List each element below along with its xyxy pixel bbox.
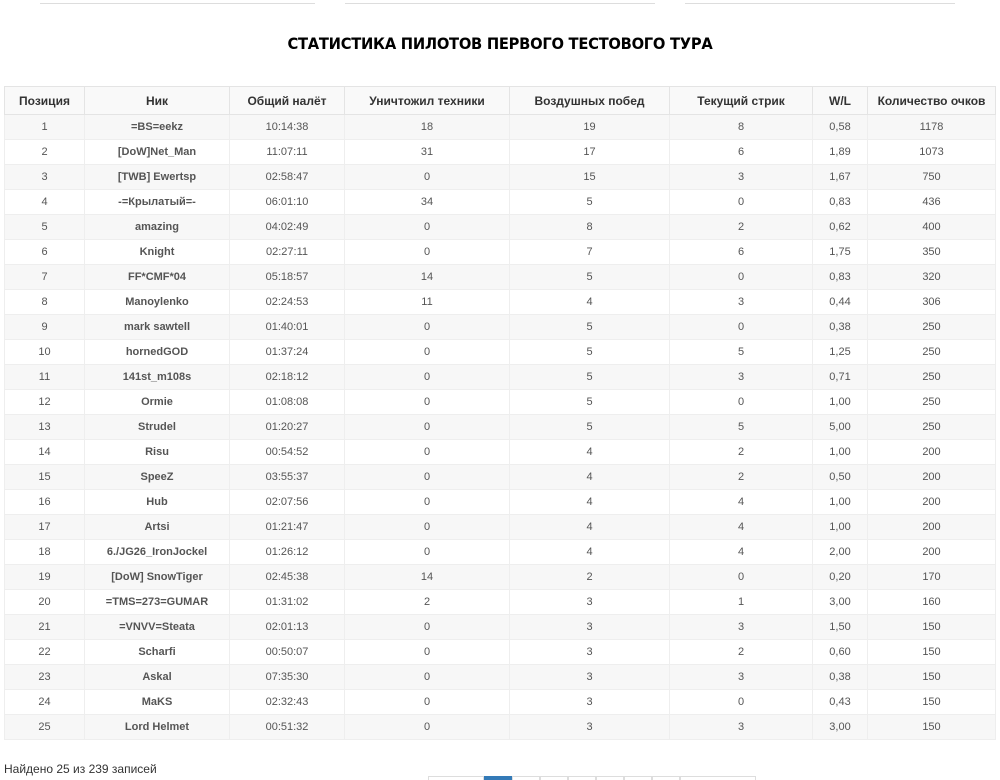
cell-win-loss: 3,00 bbox=[813, 590, 868, 615]
cell-points: 200 bbox=[868, 515, 996, 540]
cell-win-loss: 0,83 bbox=[813, 265, 868, 290]
table-row bbox=[5, 190, 996, 215]
cell-destroyed-vehicles: 0 bbox=[345, 515, 510, 540]
cell-current-streak: 6 bbox=[670, 240, 813, 265]
cell-destroyed-vehicles: 18 bbox=[345, 115, 510, 140]
cell-current-streak: 3 bbox=[670, 715, 813, 740]
cell-flight-time: 01:20:27 bbox=[230, 415, 345, 440]
cell-position: 25 bbox=[5, 715, 85, 740]
cell-nick[interactable]: Ormie bbox=[85, 390, 230, 415]
header-current-streak[interactable]: Текущий стрик bbox=[670, 87, 813, 115]
table-row bbox=[5, 215, 996, 240]
table-row bbox=[5, 290, 996, 315]
cell-win-loss: 1,00 bbox=[813, 515, 868, 540]
cell-destroyed-vehicles: 0 bbox=[345, 340, 510, 365]
pagination bbox=[428, 776, 758, 780]
cell-flight-time: 11:07:11 bbox=[230, 140, 345, 165]
cell-flight-time: 10:14:38 bbox=[230, 115, 345, 140]
cell-points: 170 bbox=[868, 565, 996, 590]
cell-destroyed-vehicles: 34 bbox=[345, 190, 510, 215]
cell-nick[interactable]: Manoylenko bbox=[85, 290, 230, 315]
cell-nick[interactable]: Scharfi bbox=[85, 640, 230, 665]
cell-points: 150 bbox=[868, 665, 996, 690]
cell-flight-time: 02:07:56 bbox=[230, 490, 345, 515]
cell-position: 15 bbox=[5, 465, 85, 490]
cell-destroyed-vehicles: 0 bbox=[345, 490, 510, 515]
cell-flight-time: 02:18:12 bbox=[230, 365, 345, 390]
cell-win-loss: 2,00 bbox=[813, 540, 868, 565]
cell-nick[interactable]: 6./JG26_IronJockel bbox=[85, 540, 230, 565]
cell-points: 160 bbox=[868, 590, 996, 615]
cell-flight-time: 07:35:30 bbox=[230, 665, 345, 690]
top-tab[interactable] bbox=[40, 0, 315, 4]
cell-position: 20 bbox=[5, 590, 85, 615]
cell-win-loss: 1,00 bbox=[813, 440, 868, 465]
cell-destroyed-vehicles: 0 bbox=[345, 615, 510, 640]
table-row bbox=[5, 540, 996, 565]
cell-air-victories: 5 bbox=[510, 390, 670, 415]
cell-position: 2 bbox=[5, 140, 85, 165]
cell-nick[interactable]: Lord Helmet bbox=[85, 715, 230, 740]
cell-flight-time: 01:26:12 bbox=[230, 540, 345, 565]
cell-position: 5 bbox=[5, 215, 85, 240]
header-position[interactable]: Позиция bbox=[5, 87, 85, 115]
pagination-page-button[interactable] bbox=[596, 776, 624, 780]
cell-position: 19 bbox=[5, 565, 85, 590]
pagination-next-button[interactable] bbox=[680, 776, 756, 780]
cell-win-loss: 1,00 bbox=[813, 490, 868, 515]
cell-current-streak: 6 bbox=[670, 140, 813, 165]
cell-nick[interactable]: 141st_m108s bbox=[85, 365, 230, 390]
cell-flight-time: 00:51:32 bbox=[230, 715, 345, 740]
cell-points: 150 bbox=[868, 615, 996, 640]
cell-air-victories: 2 bbox=[510, 565, 670, 590]
table-row bbox=[5, 440, 996, 465]
cell-current-streak: 3 bbox=[670, 665, 813, 690]
cell-destroyed-vehicles: 0 bbox=[345, 415, 510, 440]
table-row bbox=[5, 715, 996, 740]
header-air-victories[interactable]: Воздушных побед bbox=[510, 87, 670, 115]
cell-current-streak: 2 bbox=[670, 465, 813, 490]
cell-nick[interactable]: [DoW] SnowTiger bbox=[85, 565, 230, 590]
cell-win-loss: 0,20 bbox=[813, 565, 868, 590]
cell-air-victories: 3 bbox=[510, 690, 670, 715]
cell-air-victories: 4 bbox=[510, 440, 670, 465]
cell-position: 22 bbox=[5, 640, 85, 665]
cell-position: 10 bbox=[5, 340, 85, 365]
cell-win-loss: 3,00 bbox=[813, 715, 868, 740]
cell-current-streak: 0 bbox=[670, 565, 813, 590]
cell-current-streak: 4 bbox=[670, 540, 813, 565]
cell-nick[interactable]: -=Крылатый=- bbox=[85, 190, 230, 215]
cell-destroyed-vehicles: 0 bbox=[345, 215, 510, 240]
cell-destroyed-vehicles: 0 bbox=[345, 315, 510, 340]
pagination-page-button[interactable] bbox=[568, 776, 596, 780]
cell-points: 436 bbox=[868, 190, 996, 215]
cell-flight-time: 02:01:13 bbox=[230, 615, 345, 640]
cell-destroyed-vehicles: 0 bbox=[345, 665, 510, 690]
cell-flight-time: 04:02:49 bbox=[230, 215, 345, 240]
table-row bbox=[5, 490, 996, 515]
cell-win-loss: 1,50 bbox=[813, 615, 868, 640]
cell-flight-time: 01:21:47 bbox=[230, 515, 345, 540]
table-row bbox=[5, 565, 996, 590]
cell-win-loss: 0,62 bbox=[813, 215, 868, 240]
table-row bbox=[5, 515, 996, 540]
table-row bbox=[5, 115, 996, 140]
cell-win-loss: 1,00 bbox=[813, 390, 868, 415]
header-win-loss[interactable]: W/L bbox=[813, 87, 868, 115]
table-body bbox=[5, 115, 996, 740]
cell-air-victories: 5 bbox=[510, 415, 670, 440]
cell-position: 7 bbox=[5, 265, 85, 290]
cell-position: 9 bbox=[5, 315, 85, 340]
cell-destroyed-vehicles: 0 bbox=[345, 390, 510, 415]
cell-current-streak: 0 bbox=[670, 390, 813, 415]
cell-flight-time: 02:58:47 bbox=[230, 165, 345, 190]
cell-points: 1073 bbox=[868, 140, 996, 165]
table-row bbox=[5, 165, 996, 190]
cell-points: 1178 bbox=[868, 115, 996, 140]
table-row bbox=[5, 240, 996, 265]
cell-position: 24 bbox=[5, 690, 85, 715]
pagination-page-button[interactable] bbox=[540, 776, 568, 780]
cell-destroyed-vehicles: 0 bbox=[345, 465, 510, 490]
table-row bbox=[5, 265, 996, 290]
cell-air-victories: 3 bbox=[510, 665, 670, 690]
cell-position: 17 bbox=[5, 515, 85, 540]
cell-air-victories: 3 bbox=[510, 590, 670, 615]
cell-points: 200 bbox=[868, 440, 996, 465]
cell-flight-time: 02:45:38 bbox=[230, 565, 345, 590]
cell-win-loss: 0,44 bbox=[813, 290, 868, 315]
cell-win-loss: 0,58 bbox=[813, 115, 868, 140]
cell-nick[interactable]: [DoW]Net_Man bbox=[85, 140, 230, 165]
cell-nick[interactable]: MaKS bbox=[85, 690, 230, 715]
cell-nick[interactable]: SpeeZ bbox=[85, 465, 230, 490]
cell-position: 21 bbox=[5, 615, 85, 640]
cell-destroyed-vehicles: 11 bbox=[345, 290, 510, 315]
cell-points: 150 bbox=[868, 640, 996, 665]
cell-flight-time: 02:24:53 bbox=[230, 290, 345, 315]
cell-destroyed-vehicles: 0 bbox=[345, 640, 510, 665]
cell-flight-time: 03:55:37 bbox=[230, 465, 345, 490]
cell-air-victories: 3 bbox=[510, 715, 670, 740]
cell-points: 320 bbox=[868, 265, 996, 290]
cell-points: 250 bbox=[868, 415, 996, 440]
cell-nick[interactable]: =VNVV=Steata bbox=[85, 615, 230, 640]
header-nick[interactable]: Ник bbox=[85, 87, 230, 115]
cell-position: 13 bbox=[5, 415, 85, 440]
cell-nick[interactable]: amazing bbox=[85, 215, 230, 240]
cell-nick[interactable]: Risu bbox=[85, 440, 230, 465]
pagination-page-button[interactable] bbox=[624, 776, 652, 780]
cell-nick[interactable]: Knight bbox=[85, 240, 230, 265]
cell-nick[interactable]: [TWB] Ewertsp bbox=[85, 165, 230, 190]
table-row bbox=[5, 140, 996, 165]
cell-points: 306 bbox=[868, 290, 996, 315]
pagination-page-button[interactable] bbox=[512, 776, 540, 780]
cell-air-victories: 4 bbox=[510, 490, 670, 515]
cell-flight-time: 06:01:10 bbox=[230, 190, 345, 215]
cell-position: 16 bbox=[5, 490, 85, 515]
cell-nick[interactable]: Askal bbox=[85, 665, 230, 690]
top-tabs bbox=[0, 0, 1000, 4]
header-row bbox=[5, 87, 996, 115]
cell-nick[interactable]: FF*CMF*04 bbox=[85, 265, 230, 290]
cell-current-streak: 5 bbox=[670, 415, 813, 440]
cell-air-victories: 8 bbox=[510, 215, 670, 240]
cell-destroyed-vehicles: 0 bbox=[345, 690, 510, 715]
cell-air-victories: 5 bbox=[510, 265, 670, 290]
pagination-prev-button[interactable] bbox=[428, 776, 484, 780]
cell-air-victories: 3 bbox=[510, 615, 670, 640]
cell-current-streak: 0 bbox=[670, 690, 813, 715]
cell-win-loss: 1,89 bbox=[813, 140, 868, 165]
cell-air-victories: 3 bbox=[510, 640, 670, 665]
cell-win-loss: 0,50 bbox=[813, 465, 868, 490]
cell-points: 750 bbox=[868, 165, 996, 190]
cell-position: 3 bbox=[5, 165, 85, 190]
cell-flight-time: 01:31:02 bbox=[230, 590, 345, 615]
cell-win-loss: 0,38 bbox=[813, 665, 868, 690]
cell-win-loss: 0,71 bbox=[813, 365, 868, 390]
cell-air-victories: 4 bbox=[510, 540, 670, 565]
cell-nick[interactable]: =TMS=273=GUMAR bbox=[85, 590, 230, 615]
cell-current-streak: 0 bbox=[670, 265, 813, 290]
header-flight-time[interactable]: Общий налёт bbox=[230, 87, 345, 115]
cell-position: 6 bbox=[5, 240, 85, 265]
cell-nick[interactable]: Hub bbox=[85, 490, 230, 515]
cell-current-streak: 4 bbox=[670, 515, 813, 540]
stats-table bbox=[4, 86, 996, 740]
cell-points: 250 bbox=[868, 365, 996, 390]
cell-current-streak: 0 bbox=[670, 190, 813, 215]
cell-position: 4 bbox=[5, 190, 85, 215]
table-row bbox=[5, 390, 996, 415]
cell-points: 200 bbox=[868, 540, 996, 565]
cell-nick[interactable]: hornedGOD bbox=[85, 340, 230, 365]
cell-destroyed-vehicles: 0 bbox=[345, 165, 510, 190]
cell-air-victories: 7 bbox=[510, 240, 670, 265]
cell-flight-time: 01:37:24 bbox=[230, 340, 345, 365]
cell-points: 400 bbox=[868, 215, 996, 240]
cell-points: 250 bbox=[868, 340, 996, 365]
cell-nick[interactable]: Artsi bbox=[85, 515, 230, 540]
cell-current-streak: 3 bbox=[670, 365, 813, 390]
cell-win-loss: 1,67 bbox=[813, 165, 868, 190]
records-info: Найдено 25 из 239 записей bbox=[4, 762, 157, 776]
cell-win-loss: 1,25 bbox=[813, 340, 868, 365]
cell-air-victories: 5 bbox=[510, 365, 670, 390]
cell-air-victories: 19 bbox=[510, 115, 670, 140]
header-points[interactable]: Количество очков bbox=[868, 87, 996, 115]
table-row bbox=[5, 690, 996, 715]
cell-destroyed-vehicles: 0 bbox=[345, 715, 510, 740]
cell-air-victories: 4 bbox=[510, 465, 670, 490]
cell-flight-time: 00:50:07 bbox=[230, 640, 345, 665]
cell-flight-time: 01:40:01 bbox=[230, 315, 345, 340]
cell-position: 23 bbox=[5, 665, 85, 690]
cell-air-victories: 4 bbox=[510, 290, 670, 315]
cell-air-victories: 4 bbox=[510, 515, 670, 540]
cell-flight-time: 00:54:52 bbox=[230, 440, 345, 465]
cell-destroyed-vehicles: 0 bbox=[345, 540, 510, 565]
cell-position: 1 bbox=[5, 115, 85, 140]
cell-position: 8 bbox=[5, 290, 85, 315]
table-row bbox=[5, 415, 996, 440]
cell-current-streak: 2 bbox=[670, 640, 813, 665]
cell-flight-time: 02:32:43 bbox=[230, 690, 345, 715]
cell-points: 250 bbox=[868, 315, 996, 340]
table-row bbox=[5, 315, 996, 340]
pagination-page-button-active[interactable] bbox=[484, 776, 512, 780]
cell-current-streak: 1 bbox=[670, 590, 813, 615]
table-row bbox=[5, 615, 996, 640]
cell-position: 18 bbox=[5, 540, 85, 565]
cell-nick[interactable]: =BS=eekz bbox=[85, 115, 230, 140]
page-title: СТАТИСТИКА ПИЛОТОВ ПЕРВОГО ТЕСТОВОГО ТУРА bbox=[287, 34, 713, 53]
cell-air-victories: 5 bbox=[510, 315, 670, 340]
cell-win-loss: 0,60 bbox=[813, 640, 868, 665]
cell-current-streak: 3 bbox=[670, 165, 813, 190]
cell-destroyed-vehicles: 14 bbox=[345, 565, 510, 590]
cell-current-streak: 8 bbox=[670, 115, 813, 140]
cell-flight-time: 01:08:08 bbox=[230, 390, 345, 415]
pagination-page-button[interactable] bbox=[652, 776, 680, 780]
cell-points: 200 bbox=[868, 490, 996, 515]
cell-nick[interactable]: Strudel bbox=[85, 415, 230, 440]
cell-position: 11 bbox=[5, 365, 85, 390]
table-row bbox=[5, 365, 996, 390]
cell-destroyed-vehicles: 0 bbox=[345, 440, 510, 465]
table-row bbox=[5, 590, 996, 615]
cell-destroyed-vehicles: 2 bbox=[345, 590, 510, 615]
cell-current-streak: 2 bbox=[670, 440, 813, 465]
cell-current-streak: 5 bbox=[670, 340, 813, 365]
cell-flight-time: 05:18:57 bbox=[230, 265, 345, 290]
cell-current-streak: 3 bbox=[670, 290, 813, 315]
cell-points: 200 bbox=[868, 465, 996, 490]
cell-air-victories: 5 bbox=[510, 340, 670, 365]
top-tab[interactable] bbox=[345, 0, 655, 4]
cell-flight-time: 02:27:11 bbox=[230, 240, 345, 265]
header-destroyed-vehicles[interactable]: Уничтожил техники bbox=[345, 87, 510, 115]
cell-points: 150 bbox=[868, 690, 996, 715]
cell-current-streak: 3 bbox=[670, 615, 813, 640]
cell-points: 250 bbox=[868, 390, 996, 415]
cell-position: 14 bbox=[5, 440, 85, 465]
cell-win-loss: 5,00 bbox=[813, 415, 868, 440]
cell-destroyed-vehicles: 14 bbox=[345, 265, 510, 290]
table-row bbox=[5, 665, 996, 690]
cell-air-victories: 17 bbox=[510, 140, 670, 165]
cell-nick[interactable]: mark sawtell bbox=[85, 315, 230, 340]
cell-position: 12 bbox=[5, 390, 85, 415]
cell-win-loss: 0,83 bbox=[813, 190, 868, 215]
cell-win-loss: 0,43 bbox=[813, 690, 868, 715]
top-tab[interactable] bbox=[685, 0, 955, 4]
cell-air-victories: 5 bbox=[510, 190, 670, 215]
cell-win-loss: 0,38 bbox=[813, 315, 868, 340]
cell-destroyed-vehicles: 0 bbox=[345, 365, 510, 390]
cell-current-streak: 4 bbox=[670, 490, 813, 515]
cell-points: 150 bbox=[868, 715, 996, 740]
cell-win-loss: 1,75 bbox=[813, 240, 868, 265]
cell-points: 350 bbox=[868, 240, 996, 265]
cell-current-streak: 2 bbox=[670, 215, 813, 240]
cell-current-streak: 0 bbox=[670, 315, 813, 340]
cell-destroyed-vehicles: 0 bbox=[345, 240, 510, 265]
table-row bbox=[5, 465, 996, 490]
cell-destroyed-vehicles: 31 bbox=[345, 140, 510, 165]
table-row bbox=[5, 340, 996, 365]
cell-air-victories: 15 bbox=[510, 165, 670, 190]
table-row bbox=[5, 640, 996, 665]
